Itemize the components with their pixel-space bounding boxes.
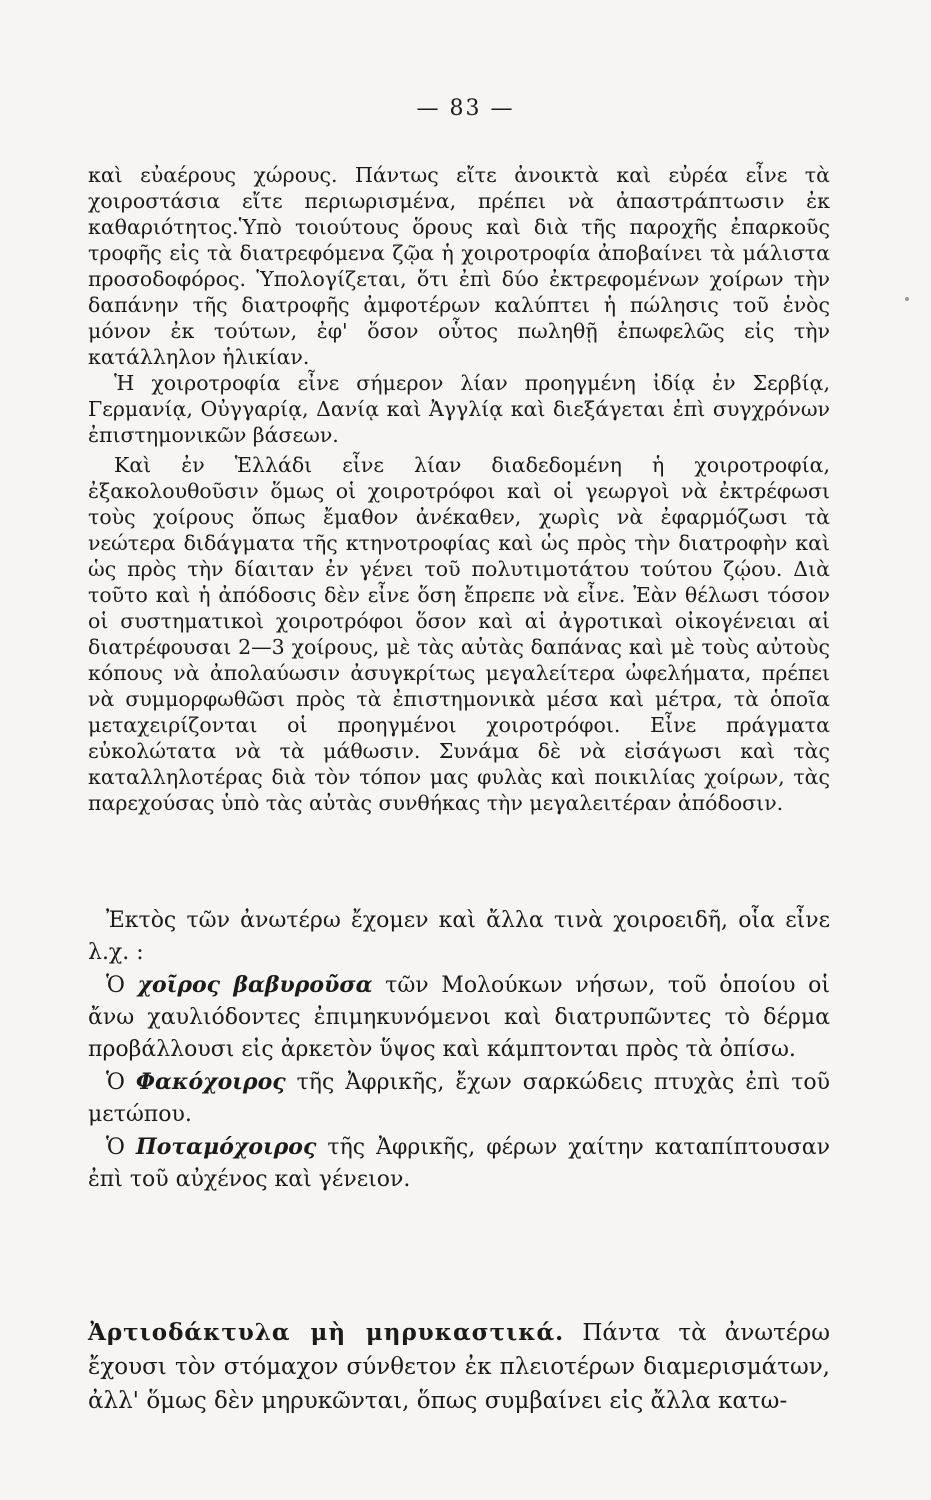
page-number: — 83 — xyxy=(416,96,515,121)
main-text xyxy=(88,162,830,816)
species-name-warthog: Φακόχοιρος xyxy=(135,1069,286,1095)
final-section xyxy=(88,1316,830,1418)
species-entry-river-hog xyxy=(88,1131,830,1196)
species-description-warthog: τῆς Ἀφρικῆς, ἔχων σαρκώδεις πτυχὰς ἐπὶ τοῦ μετώπου. xyxy=(88,1070,830,1127)
species-entry-warthog xyxy=(88,1066,830,1131)
species-article: Ὁ xyxy=(106,1135,125,1160)
species-entry-babirusa xyxy=(88,969,830,1066)
species-description-river-hog: τῆς Ἀφρικῆς, φέρων χαίτην καταπίπτουσαν ἐπὶ τοῦ αὐχένος καὶ γένειον. xyxy=(88,1135,831,1192)
species-section xyxy=(88,905,830,1196)
final-text: Πάντα τὰ ἀνωτέρω ἔχουσι τὸν στόμαχον σύνθετον ἐκ πλειοτέρων διαμερισμάτων, ἀλλ' ὅμως δὲν μηρυκῶνται, ὅπως συμβαίνει εἰς ἄλλα κατω- xyxy=(88,1320,830,1414)
paper-speck xyxy=(905,297,909,301)
species-name-river-hog: Ποταμόχοιρος xyxy=(135,1134,317,1160)
paragraph-pig-farming-greece: Καὶ ἐν Ἑλλάδι εἶνε λίαν διαδεδομένη ἡ χοιροτροφία, ἐξακολουθοῦσιν ὅμως οἱ χοιροτρόφοι καὶ οἱ γεωργοὶ νὰ ἐκτρέφωσι τοὺς χοίρους ὅπως ἔμαθον ἀνέκαθεν, χωρὶς νὰ ἐφαρμόζωσι τὰ νεώτερα διδάγματα τῆς κτηνοτροφίας καὶ ὡς πρὸς τὴν διατροφὴν καὶ ὡς πρὸς τὴν δίαιταν ἐν γένει τοῦ πολυτιμοτάτου τούτου ζῴου. Διὰ τοῦτο καὶ ἡ ἀπόδοσις δὲν εἶνε ὅση ἔπρεπε νὰ εἶνε. Ἐὰν θέλωσι τόσον οἱ συστηματικοὶ χοιροτρόφοι ὅσον καὶ αἱ ἀγροτικαὶ οἰκογένειαι αἱ διατρέφουσαι 2—3 χοίρους, μὲ τὰς αὐτὰς δαπάνας καὶ μὲ τοὺς αὐτοὺς κόπους νὰ ἀπολαύωσιν ἀσυγκρίτως μεγαλείτερα ὠφελήματα, πρέπει νὰ συμμορφωθῶσι πρὸς τὰ ἐπιστημονικὰ μέσα καὶ μέτρα, τὰ ὁποῖα μεταχειρίζονται οἱ προηγμένοι χοιροτρόφοι. Εἶνε πράγματα εὐκολώτατα νὰ τὰ μάθωσιν. Συνάμα δὲ νὰ εἰσάγωσι καὶ τὰς καταλληλοτέρας διὰ τὸν τόπον μας φυλὰς καὶ ποικιλίας χοίρων, τὰς παρεχούσας ὑπὸ τὰς αὐτὰς συνθήκας τὴν μεγαλειτέραν ἀπόδοσιν. xyxy=(88,453,830,815)
species-article: Ὁ xyxy=(106,973,125,998)
species-intro: Ἐκτὸς τῶν ἀνωτέρω ἔχομεν καὶ ἄλλα τινὰ χοιροειδῆ, οἷα εἶνε λ.χ. : xyxy=(88,908,830,965)
species-name-babirusa: χοῖρος βαβυροῦσα xyxy=(137,972,373,998)
species-article: Ὁ xyxy=(106,1070,125,1095)
paragraph-pig-housing: καὶ εὐαέρους χώρους. Πάντως εἴτε ἀνοικτὰ καὶ εὐρέα εἶνε τὰ χοιροστάσια εἴτε περιωρισμένα, πρέπει νὰ ἀπαστράπτωσιν ἐκ καθαριότητος.Ὑπὸ τοιούτους ὅρους καὶ διὰ τῆς παροχῆς ἐπαρκοῦς τροφῆς εἰς τὰ διατρεφόμενα ζῷα ἡ χοιροτροφία ἀποβαίνει τὰ μάλιστα προσοδοφόρος. Ὑπολογίζεται, ὅτι ἐπὶ δύο ἐκτρεφομένων χοίρων τὴν δαπάνην τῆς διατροφῆς ἀμφοτέρων καλύπτει ἡ πώλησις τοῦ ἑνὸς μόνον ἐκ τούτων, ἐφ' ὅσον οὗτος πωληθῇ ἐπωφελῶς εἰς τὴν κατάλληλον ἡλικίαν. xyxy=(88,163,830,369)
final-paragraph xyxy=(88,1316,830,1418)
species-description-babirusa: τῶν Μολούκων νήσων, τοῦ ὁποίου οἱ ἄνω χαυλιόδοντες ἐπιμηκυνόμενοι καὶ διατρυπῶντες τὸ δέρμα προβάλλουσι εἰς ἀρκετὸν ὕψος καὶ κάμπτονται πρὸς τὰ ὀπίσω. xyxy=(88,973,830,1062)
paragraph-pig-farming-europe: Ἡ χοιροτροφία εἶνε σήμερον λίαν προηγμένη ἰδίᾳ ἐν Σερβίᾳ, Γερμανίᾳ, Οὐγγαρίᾳ, Δανίᾳ καὶ Ἀγγλίᾳ καὶ διεξάγεται ἐπὶ συγχρόνων ἐπιστημονικῶν βάσεων. xyxy=(88,371,830,447)
section-heading: Ἀρτιοδάκτυλα μὴ μηρυκαστικά. xyxy=(88,1319,565,1346)
